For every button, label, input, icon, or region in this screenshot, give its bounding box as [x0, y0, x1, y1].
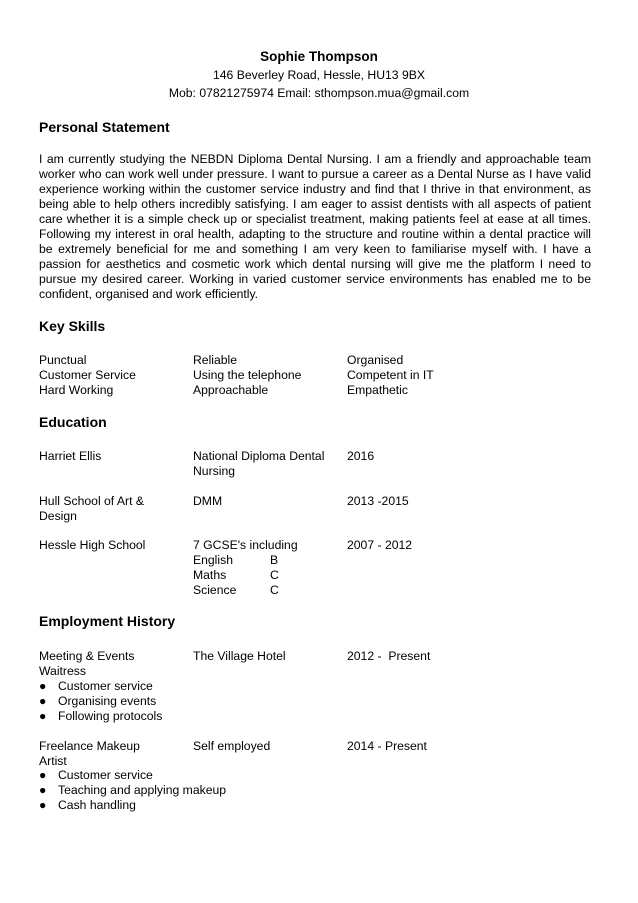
education-school: Design	[39, 509, 77, 523]
job-employer: Self employed	[193, 739, 271, 753]
candidate-name: Sophie Thompson	[260, 49, 378, 64]
personal-statement-text: I am currently studying the NEBDN Diploma Dental Nursing. I am a friendly and approachable team worker who can work well under pressure. I want to pursue a career as a Dental Nurse as I have valid experience working within the customer service industry and find that I thrive in that environment, as being able to help others incredibly satisfying. I am eager to assist dentists with all aspects of patient care whether it is a simple check up or specialist treatment, making patients feel at ease at all times. Following my interest in oral health, adapting to the structure and routine within a dental practice will be extremely beneficial for me and something I am very keen to familiarise myself with. I have a passion for aesthetics and cosmetic work which dental nursing will give me the platform I need to pursue my desired career. Working in varied customer service environments has enabled me to be confident, organised and work efficiently.	[39, 152, 591, 301]
education-course: DMM	[193, 494, 223, 508]
duty-text: Cash handling	[58, 798, 136, 812]
skill-item: Punctual	[39, 353, 87, 367]
education-school: Hull School of Art &	[39, 494, 144, 508]
gcse-subject: English	[193, 553, 233, 567]
gcse-subject: Maths	[193, 568, 227, 582]
gcse-grade: B	[270, 553, 279, 567]
job-dates: 2014 - Present	[347, 739, 427, 753]
job-title: Waitress	[39, 664, 86, 678]
duty-text: Customer service	[58, 679, 153, 693]
skill-item: Organised	[347, 353, 404, 367]
duty-list-item	[39, 798, 136, 813]
job-title: Meeting & Events	[39, 649, 135, 663]
job-employer: The Village Hotel	[193, 649, 286, 663]
skill-item: Approachable	[193, 383, 269, 397]
education-course: Nursing	[193, 464, 235, 478]
bullet-icon: ●	[39, 679, 47, 693]
duty-list-item	[39, 768, 153, 783]
skill-item: Hard Working	[39, 383, 114, 397]
duty-text: Customer service	[58, 768, 153, 782]
job-title: Artist	[39, 754, 67, 768]
education-course: National Diploma Dental	[193, 449, 325, 463]
duty-text: Teaching and applying makeup	[58, 783, 227, 797]
bullet-icon: ●	[39, 768, 47, 782]
bullet-icon: ●	[39, 798, 47, 812]
duty-text: Following protocols	[58, 709, 163, 723]
education-school: Hessle High School	[39, 538, 146, 552]
gcse-grade: C	[270, 568, 279, 582]
bullet-icon: ●	[39, 694, 47, 708]
bullet-icon: ●	[39, 783, 47, 797]
skill-item: Reliable	[193, 353, 238, 367]
education-dates: 2007 - 2012	[347, 538, 413, 552]
skill-item: Empathetic	[347, 383, 408, 397]
education-heading: Education	[39, 414, 107, 430]
candidate-contact: Mob: 07821275974 Email: sthompson.mua@gmail.com	[168, 86, 470, 100]
education-dates: 2013 -2015	[347, 494, 409, 508]
employment-heading: Employment History	[39, 613, 176, 629]
candidate-address: 146 Beverley Road, Hessle, HU13 9BX	[212, 68, 426, 82]
education-school: Harriet Ellis	[39, 449, 102, 463]
duty-list-item	[39, 709, 162, 724]
duty-text: Organising events	[58, 694, 157, 708]
personal-statement-heading: Personal Statement	[39, 119, 170, 135]
bullet-icon: ●	[39, 709, 47, 723]
job-title: Freelance Makeup	[39, 739, 140, 753]
key-skills-heading: Key Skills	[39, 318, 106, 334]
skill-item: Using the telephone	[193, 368, 302, 382]
education-dates: 2016	[347, 449, 375, 463]
job-dates: 2012 - Present	[347, 649, 431, 663]
education-course: 7 GCSE's including	[193, 538, 298, 552]
skill-item: Competent in IT	[347, 368, 434, 382]
duty-list-item	[39, 694, 156, 709]
gcse-subject: Science	[193, 583, 237, 597]
gcse-grade: C	[270, 583, 279, 597]
duty-list-item	[39, 679, 153, 694]
duty-list-item	[39, 783, 226, 798]
skill-item: Customer Service	[39, 368, 136, 382]
